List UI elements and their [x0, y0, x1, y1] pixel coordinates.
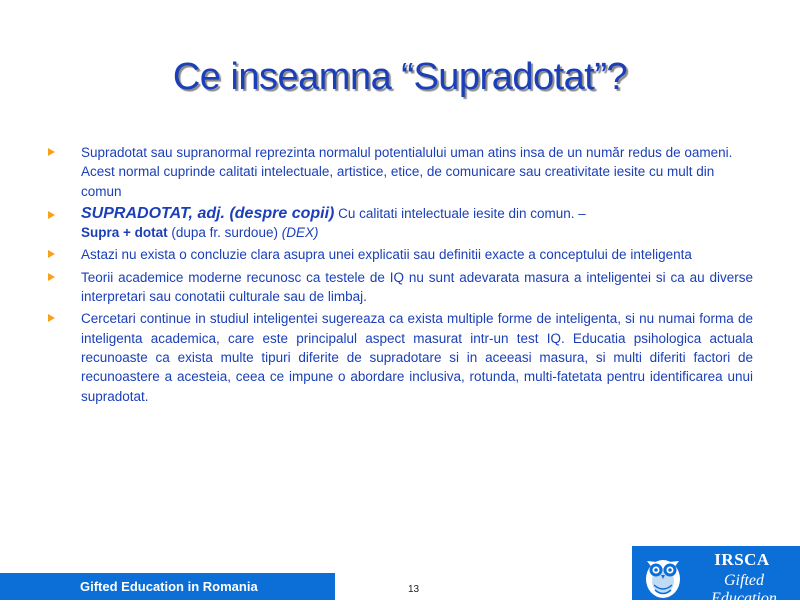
definition-text: Cu calitati intelectuale iesite din comun. – — [334, 205, 586, 221]
bullet-text: Astazi nu exista o concluzie clara asupra unei explicatii sau definitii exacte a conceptului de inteligenta — [81, 247, 692, 263]
bullet-text: Teorii academice moderne recunosc ca testele de IQ nu sunt adevarata masura a inteligentei si ca au diverse interpretari sau conotatii culturale sau de limbaj. — [81, 269, 753, 305]
bullet-item — [48, 204, 753, 243]
logo-subtitle: Gifted Education — [711, 572, 777, 607]
bullet-text: Cercetari continue in studiul inteligentei sugereaza ca exista multiple forme de inteligenta, si nu numai forma de inteligenta academica, care este principalul aspect masurat intr-un test IQ. Educatia psihologica actuala recunoaste ca exista multe tipuri diferite de supradotare si in aceeasi masura, si multi diferiti factori de recunoastere a acesteia, ceea ce impune o abordare inclusiva, rotunda, multi-fatetata pentru identificarea unui supradotat. — [81, 311, 753, 404]
bullet-item — [48, 309, 753, 405]
bullet-item — [48, 143, 753, 201]
irsca-logo — [632, 546, 800, 607]
footer-bar — [0, 573, 335, 600]
bullet-list — [48, 143, 753, 409]
bullet-item — [48, 245, 753, 264]
bullet-arrow-icon — [48, 314, 55, 322]
footer-text: Gifted Education in Romania — [80, 579, 258, 594]
owl-icon — [640, 549, 686, 604]
definition-term: SUPRADOTAT, adj. (despre copii) — [81, 204, 335, 222]
page-number: 13 — [408, 584, 420, 595]
definition-origin-note: (dupa fr. surdoue) — [167, 225, 282, 241]
logo-name: IRSCA — [714, 550, 770, 569]
bullet-arrow-icon — [48, 250, 55, 258]
bullet-arrow-icon — [48, 273, 55, 281]
bullet-arrow-icon — [48, 211, 55, 219]
bullet-arrow-icon — [48, 148, 55, 156]
definition-origin: Supra + dotat — [81, 225, 168, 241]
bullet-item — [48, 268, 753, 307]
bullet-text: Supradotat sau supranormal reprezinta normalul potentialului uman atins insa de un număr redus de oameni. Acest normal cuprinde calitati intelectuale, artistice, etice, de comunicare sau creativitate iesite cu mult din comun — [81, 145, 733, 199]
slide-title: Ce inseamna “Supradotat”? — [172, 56, 628, 98]
definition-source: (DEX) — [281, 225, 319, 241]
